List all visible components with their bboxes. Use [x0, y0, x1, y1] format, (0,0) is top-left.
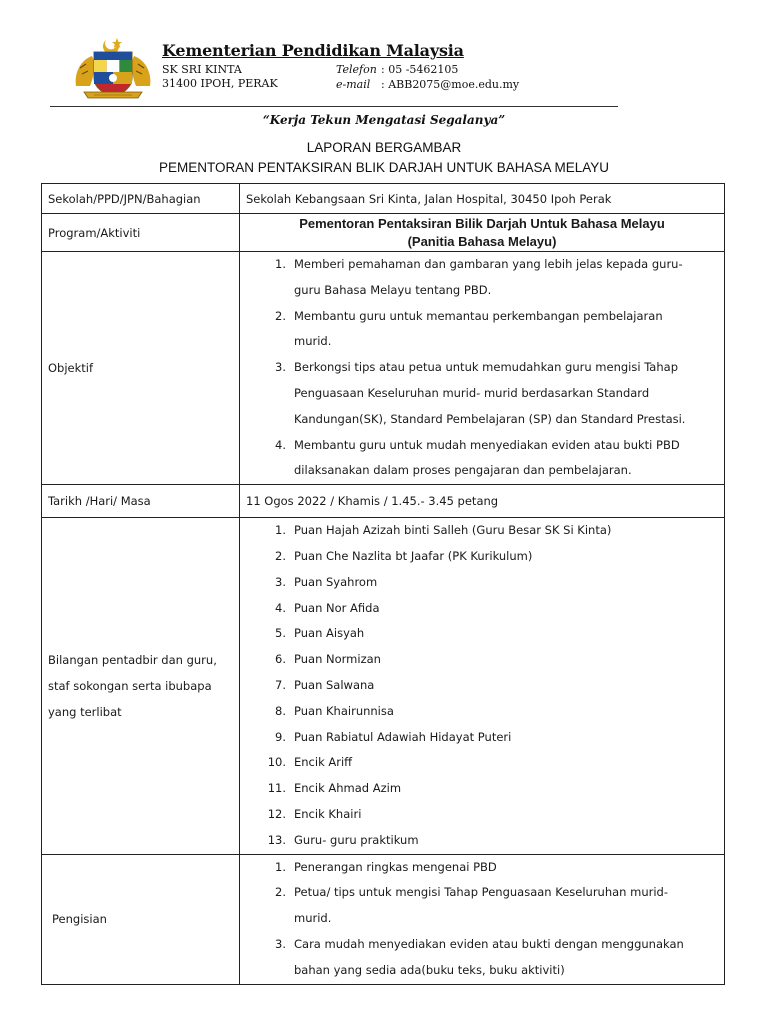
table-row: [42, 214, 725, 252]
content-label: Pengisian: [42, 854, 240, 984]
header-divider: [50, 106, 618, 107]
table-row: [42, 854, 725, 984]
list-text: Penerangan ringkas mengenai PBD: [294, 859, 497, 874]
people-label-line1: Bilangan pentadbir dan guru,: [48, 652, 217, 667]
phone-value: : 05 -5462105: [381, 63, 459, 76]
list-number: 5.: [275, 626, 286, 641]
program-label: Program/Aktiviti: [42, 214, 240, 252]
list-item: [246, 570, 712, 596]
list-text: Puan Normizan: [294, 652, 381, 667]
list-item: [246, 699, 712, 725]
list-item: [246, 381, 712, 407]
list-item: [246, 518, 712, 544]
list-number: 6.: [275, 652, 286, 667]
list-number: 4.: [275, 600, 286, 615]
list-number: 11.: [267, 781, 286, 796]
list-number: 1.: [275, 523, 286, 538]
list-text: Guru- guru praktikum: [294, 832, 419, 847]
program-value-line2: (Panitia Bahasa Melayu): [407, 233, 557, 249]
list-item: [246, 407, 712, 433]
list-number: 4.: [275, 437, 286, 452]
content-list: [246, 855, 718, 984]
malaysia-coat-of-arms-icon: [70, 34, 156, 102]
list-item: [246, 647, 712, 673]
list-item: [246, 596, 712, 622]
list-item: [246, 880, 712, 906]
list-text: Membantu guru untuk memantau perkembangan pembelajaran: [294, 308, 663, 323]
people-label-line3: yang terlibat: [48, 704, 122, 719]
list-item: [246, 855, 712, 881]
date-label: Tarikh /Hari/ Masa: [42, 485, 240, 518]
list-item: [246, 725, 712, 751]
email-label: e-mail: [336, 78, 371, 91]
report-subtitle: PEMENTORAN PENTAKSIRAN BLIK DARJAH UNTUK BAHASA MELAYU: [158, 160, 610, 175]
list-text: dilaksanakan dalam proses pengajaran dan pembelajaran.: [294, 463, 632, 478]
list-text: bahan yang sedia ada(buku teks, buku aktiviti): [294, 962, 565, 977]
school-value: Sekolah Kebangsaan Sri Kinta, Jalan Hospital, 30450 Ipoh Perak: [240, 184, 725, 214]
list-item: [246, 252, 712, 278]
list-number: 13.: [267, 832, 286, 847]
list-item: [246, 673, 712, 699]
list-text: Encik Ahmad Azim: [294, 781, 402, 796]
list-number: 2.: [275, 308, 286, 323]
list-text: Membantu guru untuk mudah menyediakan eviden atau bukti PBD: [294, 437, 680, 452]
list-text: Puan Hajah Azizah binti Salleh (Guru Besar SK Si Kinta): [294, 523, 612, 538]
list-text: Berkongsi tips atau petua untuk memudahkan guru mengisi Tahap: [294, 360, 678, 375]
list-item: [246, 828, 712, 854]
people-list-cell: [240, 518, 725, 854]
list-number: 8.: [275, 703, 286, 718]
list-item: [246, 278, 712, 304]
program-value-line1: Pementoran Pentaksiran Bilik Darjah Untuk Bahasa Melayu: [299, 215, 665, 231]
list-item: [246, 329, 712, 355]
list-number: 7.: [275, 677, 286, 692]
list-item: [246, 776, 712, 802]
list-text: Puan Nor Afida: [294, 600, 380, 615]
content-list-cell: [240, 854, 725, 984]
ministry-name: Kementerian Pendidikan Malaysia: [162, 41, 464, 60]
list-item: [246, 544, 712, 570]
list-text: Kandungan(SK), Standard Pembelajaran (SP) dan Standard Prestasi.: [294, 411, 686, 426]
list-number: 3.: [275, 360, 286, 375]
table-row: [42, 184, 725, 214]
school-address: 31400 IPOH, PERAK: [162, 77, 278, 90]
list-number: 3.: [275, 574, 286, 589]
list-text: Puan Che Nazlita bt Jaafar (PK Kurikulum): [294, 548, 533, 563]
list-text: Cara mudah menyediakan eviden atau bukti dengan menggunakan: [294, 936, 684, 951]
list-text: Petua/ tips untuk mengisi Tahap Penguasaan Keseluruhan murid-: [294, 885, 668, 900]
list-text: Puan Aisyah: [294, 626, 365, 641]
list-item: [246, 958, 712, 984]
list-text: Puan Khairunnisa: [294, 703, 394, 718]
list-number: 2.: [275, 885, 286, 900]
list-number: 9.: [275, 729, 286, 744]
people-list: [246, 518, 718, 853]
phone-label: Telefon: [336, 63, 377, 76]
email-value: : ABB2075@moe.edu.my: [381, 78, 520, 91]
list-number: 3.: [275, 936, 286, 951]
date-value: 11 Ogos 2022 / Khamis / 1.45.- 3.45 petang: [240, 485, 725, 518]
list-text: murid.: [294, 911, 332, 926]
list-item: [246, 750, 712, 776]
list-number: 10.: [267, 755, 286, 770]
list-item: [246, 906, 712, 932]
list-item: [246, 458, 712, 484]
table-row: [42, 485, 725, 518]
list-text: Puan Syahrom: [294, 574, 378, 589]
table-row: [42, 252, 725, 485]
list-item: [246, 355, 712, 381]
objective-label: Objektif: [42, 252, 240, 485]
list-item: [246, 433, 712, 459]
list-number: 2.: [275, 548, 286, 563]
report-title: LAPORAN BERGAMBAR: [306, 140, 462, 155]
list-item: [246, 621, 712, 647]
objective-list: [246, 252, 718, 484]
list-item: [246, 932, 712, 958]
list-text: Memberi pemahaman dan gambaran yang lebih jelas kepada guru-: [294, 257, 683, 271]
school-motto: “Kerja Tekun Mengatasi Segalanya”: [262, 113, 506, 127]
report-table: [41, 183, 725, 985]
list-text: guru Bahasa Melayu tentang PBD.: [294, 282, 492, 297]
table-row: [42, 518, 725, 854]
list-item: [246, 304, 712, 330]
school-name: SK SRI KINTA: [162, 63, 242, 76]
list-text: Puan Rabiatul Adawiah Hidayat Puteri: [294, 729, 512, 744]
people-label: [42, 518, 240, 854]
list-number: 1.: [275, 257, 286, 271]
list-text: Encik Khairi: [294, 806, 362, 821]
list-text: Puan Salwana: [294, 677, 375, 692]
list-text: Encik Ariff: [294, 755, 353, 770]
program-value: [240, 214, 725, 252]
objective-list-cell: [240, 252, 725, 485]
people-label-line2: staf sokongan serta ibubapa: [48, 678, 212, 693]
list-number: 1.: [275, 859, 286, 874]
list-item: [246, 802, 712, 828]
list-text: murid.: [294, 334, 332, 349]
list-number: 12.: [267, 806, 286, 821]
school-label: Sekolah/PPD/JPN/Bahagian: [42, 184, 240, 214]
list-text: Penguasaan Keseluruhan murid- murid berdasarkan Standard: [294, 385, 650, 400]
